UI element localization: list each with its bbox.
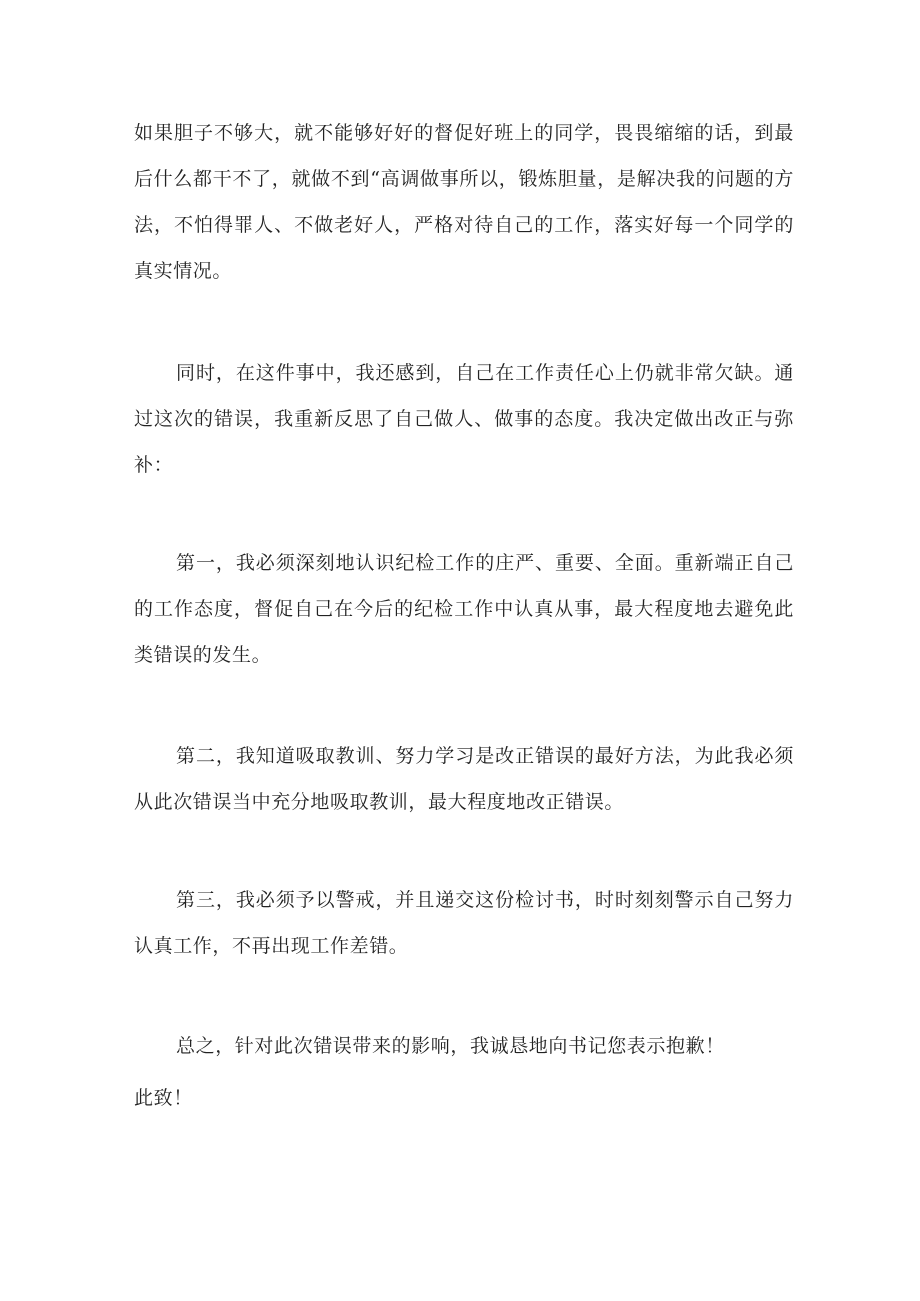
paragraph-third-point: 第三，我必须予以警戒，并且递交这份检讨书，时时刻刻警示自己努力认真工作，不再出现工作差错。: [134, 889, 794, 957]
paragraph-second-point: 第二，我知道吸取教训、努力学习是改正错误的最好方法，为此我必须从此次错误当中充分地吸取教训，最大程度地改正错误。: [134, 745, 794, 813]
paragraph-closing: 此致！: [134, 1087, 193, 1109]
paragraph-responsibility: 同时，在这件事中，我还感到，自己在工作责任心上仍就非常欠缺。通过这次的错误，我重新反思了自己做人、做事的态度。我决定做出改正与弥补：: [134, 362, 794, 476]
paragraph-courage: 如果胆子不够大，就不能够好好的督促好班上的同学，畏畏缩缩的话，到最后什么都干不了，就做不到“高调做事所以，锻炼胆量，是解决我的问题的方法，不怕得罪人、不做老好人，严格对待自己的工作，落实好每一个同学的真实情况。: [134, 122, 794, 282]
paragraph-first-point: 第一，我必须深刻地认识纪检工作的庄严、重要、全面。重新端正自己的工作态度，督促自己在今后的纪检工作中认真从事，最大程度地去避免此类错误的发生。: [134, 552, 794, 666]
paragraph-conclusion: 总之，针对此次错误带来的影响，我诚恳地向书记您表示抱歉！: [176, 1035, 725, 1057]
